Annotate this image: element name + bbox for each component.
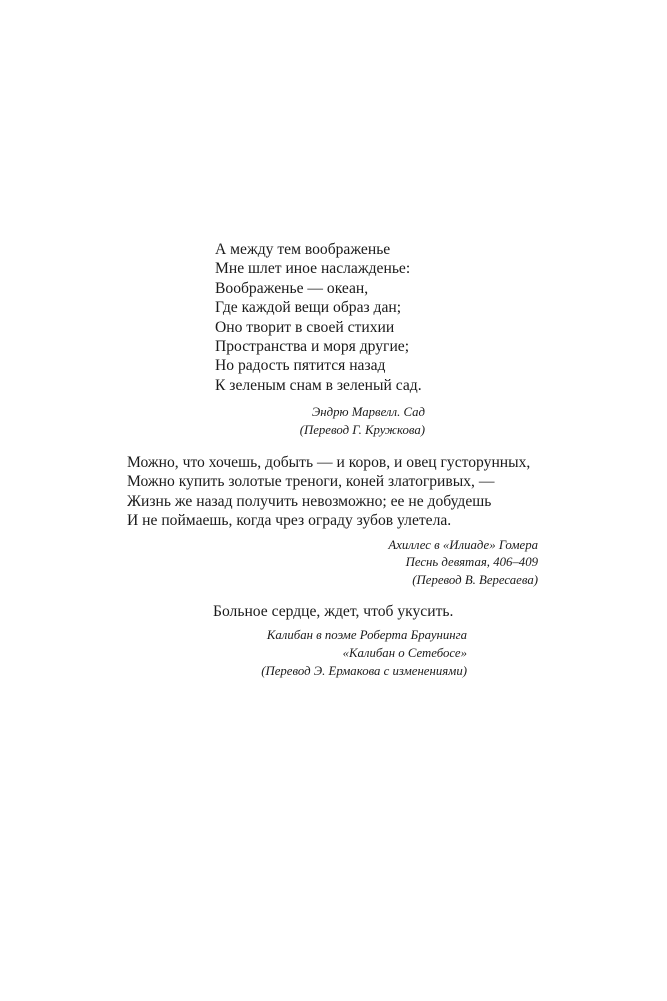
attribution-block xyxy=(213,627,467,680)
epigraph-browning xyxy=(213,602,467,680)
verse-line: Пространства и моря другие; xyxy=(215,338,410,356)
verse-block xyxy=(215,240,425,395)
verse-line: Где каждой вещи образ дан; xyxy=(215,299,402,317)
epigraph-marvell xyxy=(215,240,425,439)
attribution-block xyxy=(127,537,538,590)
verse-line: Оно творит в своей стихии xyxy=(215,318,395,336)
verse-line: Но радость пятится назад xyxy=(215,357,386,375)
verse-line: Мне шлет иное наслажденье: xyxy=(215,260,411,278)
verse-line: К зеленым снам в зеленый сад. xyxy=(215,376,422,394)
attribution-line: Песнь девятая, 406–409 xyxy=(405,555,538,570)
attribution-line: (Перевод Г. Кружкова) xyxy=(299,422,425,437)
verse-line: И не поймаешь, когда чрез ограду зубов улетела. xyxy=(127,512,452,530)
verse-line: Можно, что хочешь, добыть — и коров, и овец густорунных, xyxy=(127,454,531,471)
verse-line: Жизнь же назад получить невозможно; ее не добудешь xyxy=(127,492,492,510)
verse-line: Воображенье — океан, xyxy=(215,279,369,297)
epigraph-homer xyxy=(127,453,538,589)
verse-line: Можно купить золотые треноги, коней златогривых, — xyxy=(127,473,495,491)
attribution-line: Калибан в поэме Роберта Браунинга xyxy=(266,628,467,643)
verse-block xyxy=(127,453,538,531)
attribution-line: (Перевод Э. Ермакова с изменениями) xyxy=(261,663,467,678)
verse-line: Больное сердце, ждет, чтоб укусить. xyxy=(213,603,454,620)
attribution-line: Ахиллес в «Илиаде» Гомера xyxy=(388,537,538,552)
attribution-block xyxy=(215,404,425,439)
verse-block xyxy=(213,602,467,621)
attribution-line: Эндрю Марвелл. Сад xyxy=(311,405,425,420)
attribution-line: «Калибан о Сетебосе» xyxy=(342,646,467,660)
verse-line: А между тем воображенье xyxy=(215,241,391,258)
attribution-line: (Перевод В. Вересаева) xyxy=(412,572,538,587)
